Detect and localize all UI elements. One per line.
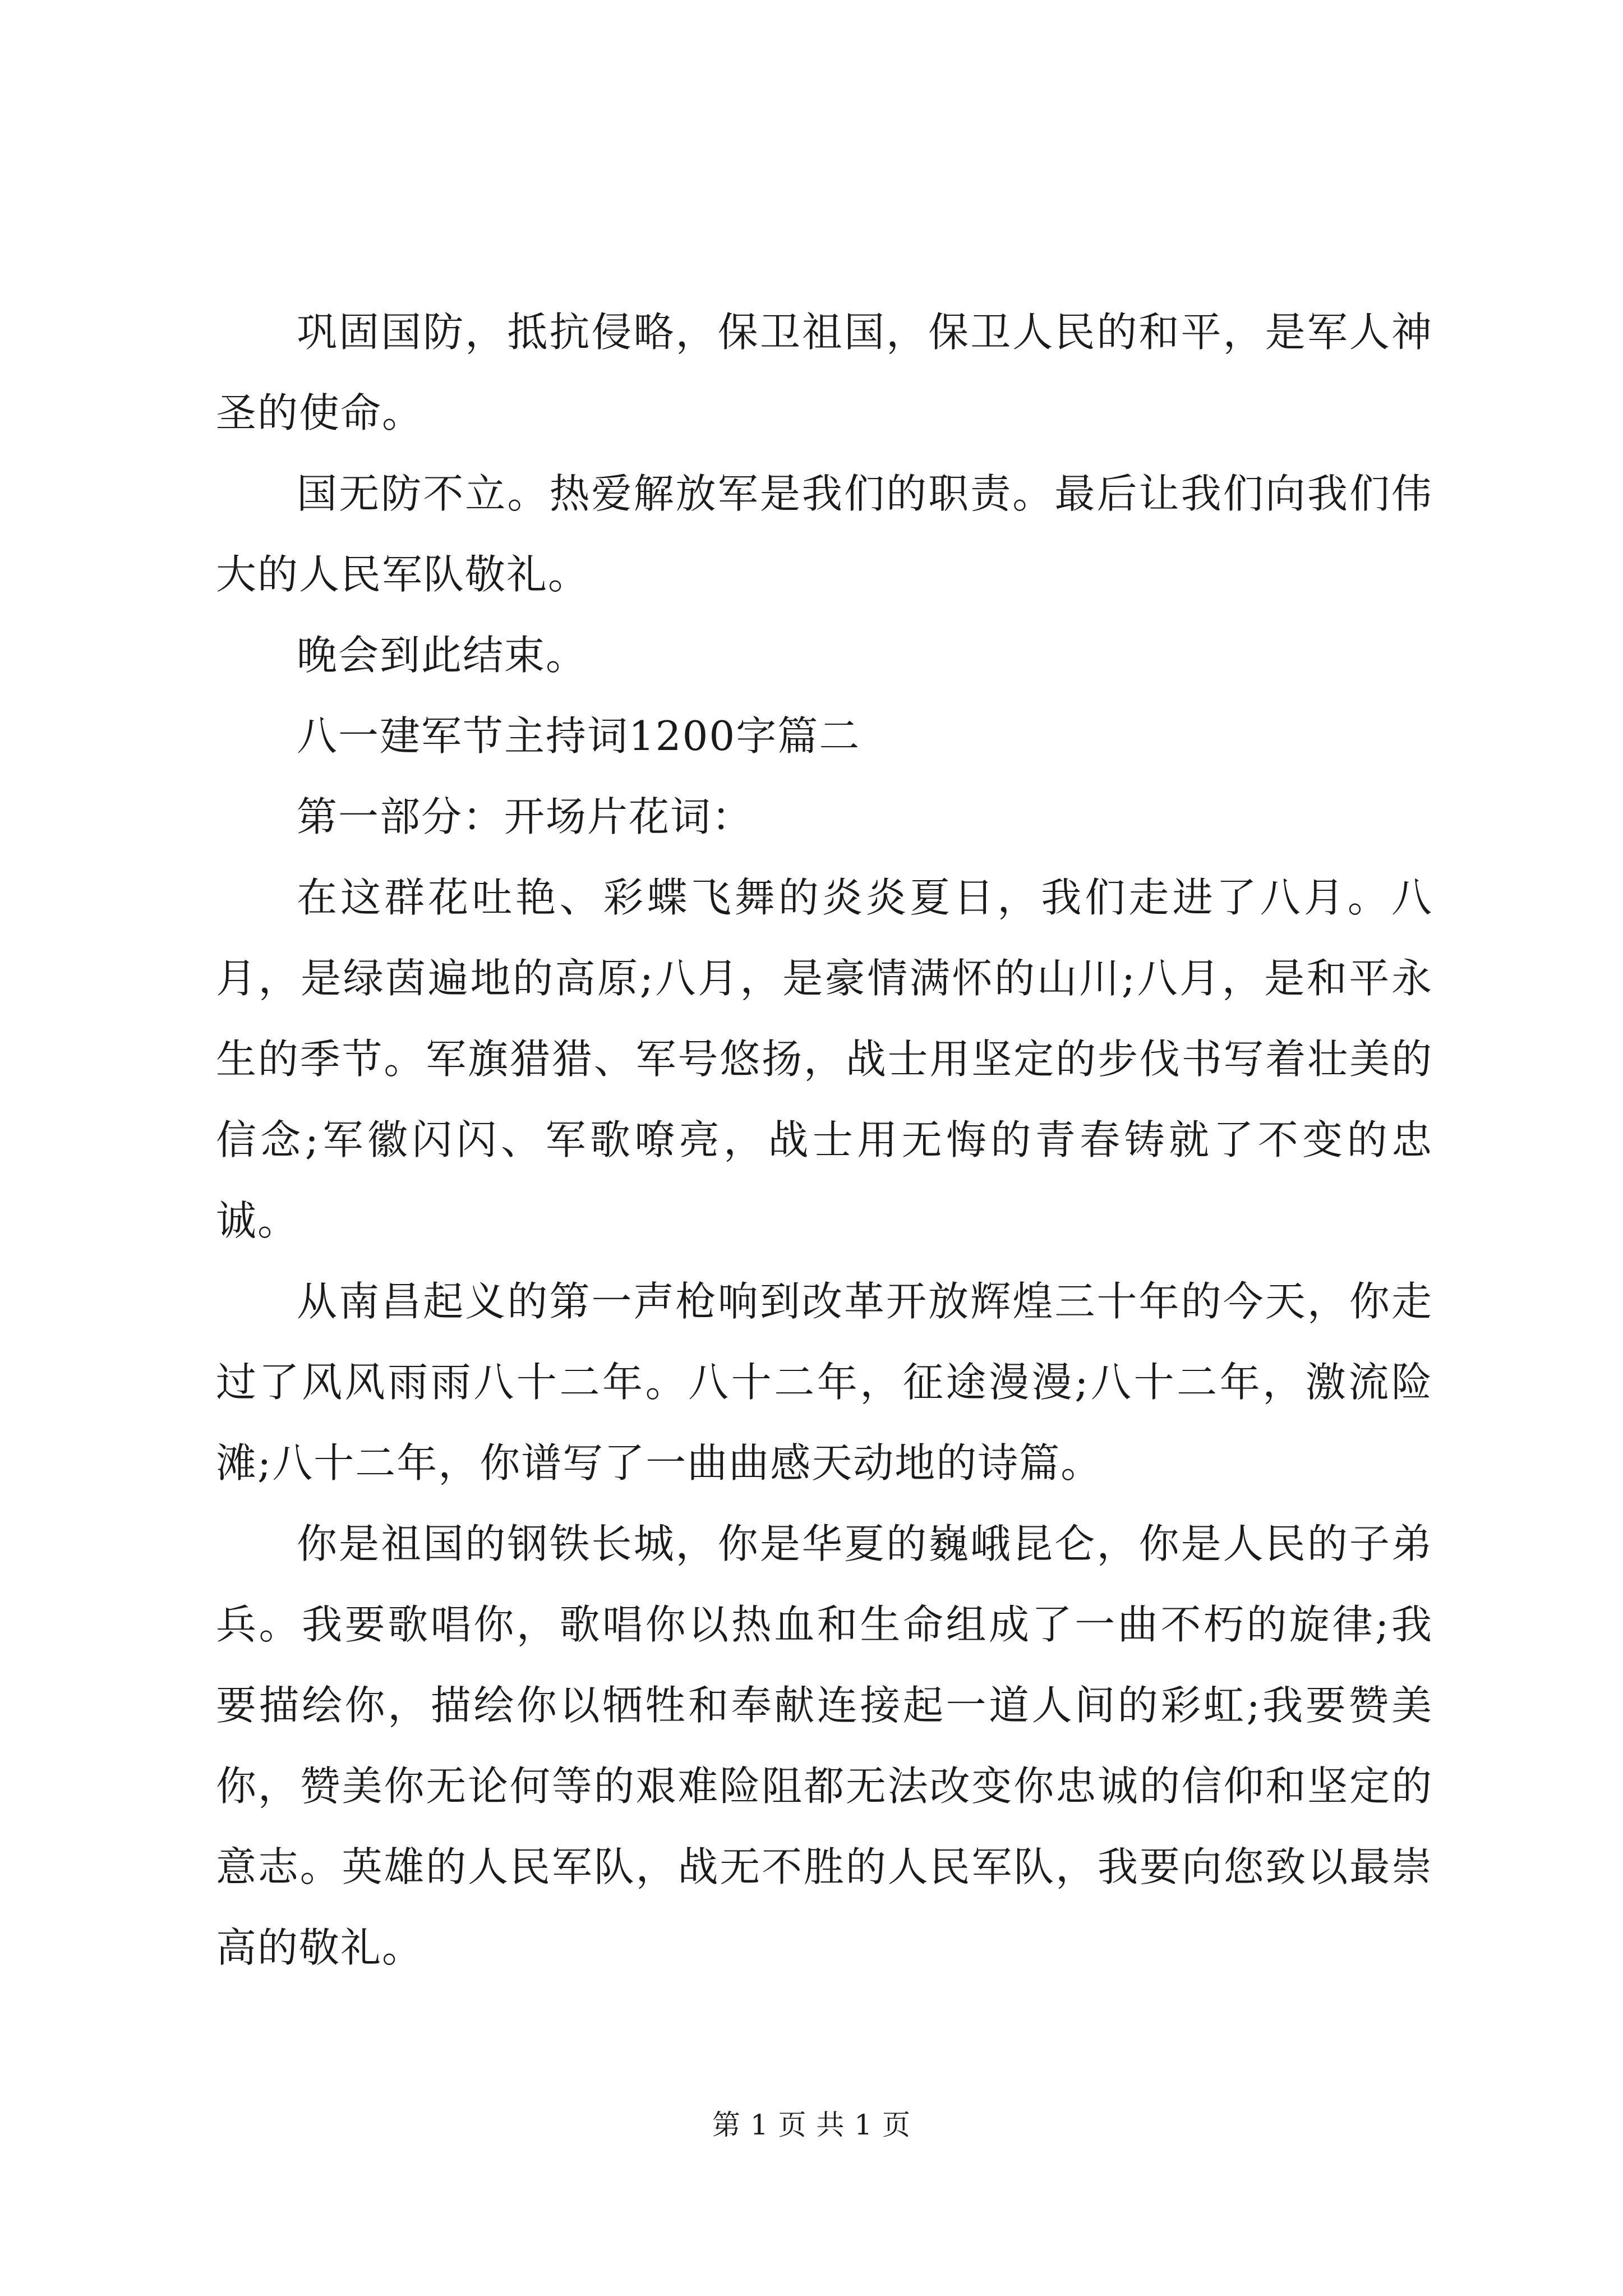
paragraph: 在这群花吐艳、彩蝶飞舞的炎炎夏日，我们走进了八月。八月，是绿茵遍地的高原;八月，是豪情满怀的山川;八月，是和平永生的季节。军旗猎猎、军号悠扬，战士用坚定的步伐书写着壮美的信念;军徽闪闪、军歌嘹亮，战士用无悔的青春铸就了不变的忠诚。 [216, 874, 1433, 1244]
page-footer: 第 1 页 共 1 页 [712, 2109, 911, 2141]
paragraph: 你是祖国的钢铁长城，你是华夏的巍峨昆仑，你是人民的子弟兵。我要歌唱你，歌唱你以热血和生命组成了一曲不朽的旋律;我要描绘你，描绘你以牺牲和奉献连接起一道人间的彩虹;我要赞美你，赞美你无论何等的艰难险阻都无法改变你忠诚的信仰和坚定的意志。英雄的人民军队，战无不胜的人民军队，我要向您致以最崇高的敬礼。 [216, 1520, 1433, 1971]
paragraph: 国无防不立。热爱解放军是我们的职责。最后让我们向我们伟大的人民军队敬礼。 [216, 470, 1433, 598]
paragraph: 巩固国防，抵抗侵略，保卫祖国，保卫人民的和平，是军人神圣的使命。 [216, 309, 1433, 436]
paragraph: 从南昌起义的第一声枪响到改革开放辉煌三十年的今天，你走过了风风雨雨八十二年。八十二年，征途漫漫;八十二年，激流险滩;八十二年，你谱写了一曲曲感天动地的诗篇。 [216, 1278, 1433, 1487]
document-body [216, 292, 1433, 1988]
subsection-heading: 第一部分：开场片花词： [297, 793, 754, 840]
section-heading: 八一建军节主持词1200字篇二 [297, 712, 861, 760]
paragraph: 晚会到此结束。 [297, 632, 588, 679]
